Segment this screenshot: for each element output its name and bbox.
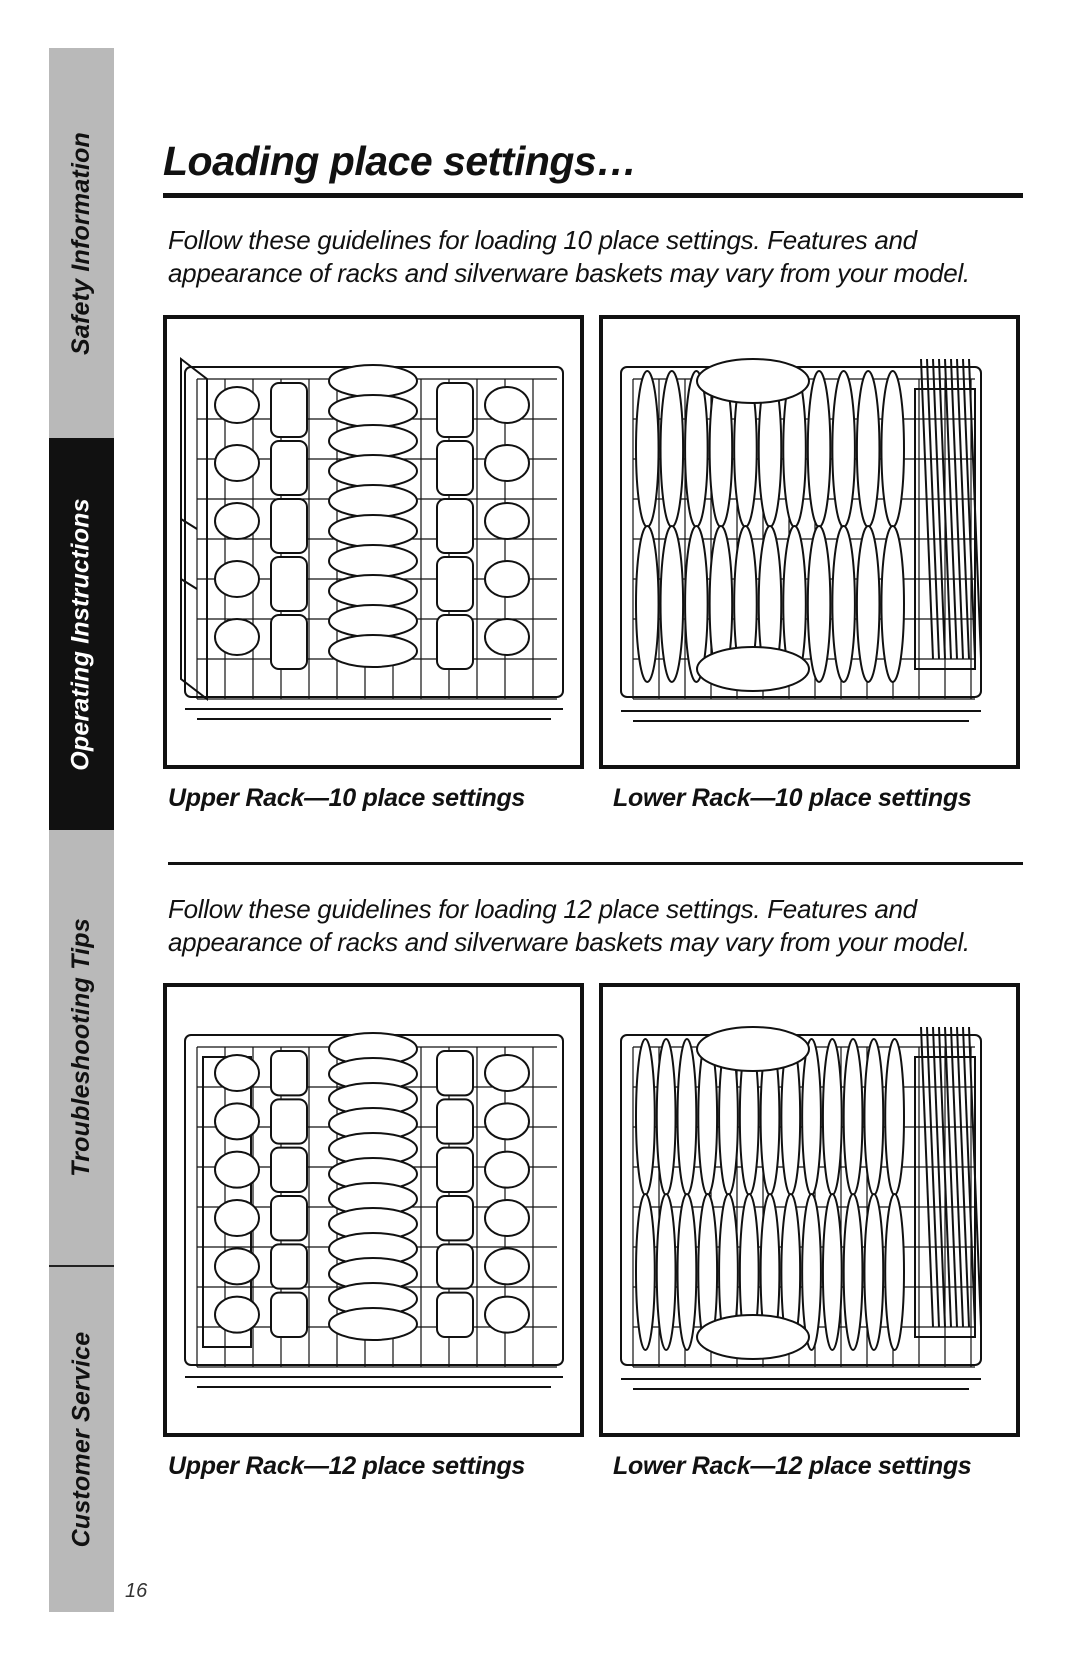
- glass-shape: [437, 1196, 473, 1240]
- cup-shape: [215, 1103, 259, 1139]
- glass-shape: [437, 557, 473, 611]
- plate-shape: [881, 371, 904, 527]
- plate-shape: [808, 526, 831, 682]
- glass-shape: [271, 1051, 307, 1095]
- intro-line: Follow these guidelines for loading 12 place settings. Features and: [168, 894, 917, 924]
- glass-shape: [437, 1051, 473, 1095]
- lower-rack-10-illustration: [599, 315, 1020, 769]
- saucer-shape: [329, 365, 417, 397]
- utensil-shape: [945, 1027, 957, 1327]
- page-title: Loading place settings…: [163, 138, 637, 184]
- plate-shape: [678, 1194, 697, 1350]
- cup-shape: [485, 1248, 529, 1284]
- plate-shape: [885, 1194, 904, 1350]
- intro-line: Follow these guidelines for loading 10 place settings. Features and: [168, 225, 917, 255]
- intro-paragraph-12: [168, 893, 1028, 959]
- plate-shape: [802, 1194, 821, 1350]
- plate-shape: [844, 1039, 863, 1195]
- glass-shape: [437, 441, 473, 495]
- saucer-shape: [329, 485, 417, 517]
- bowl-shape: [697, 1315, 809, 1359]
- lower-rack-drawing: [603, 987, 1016, 1433]
- glass-shape: [437, 1244, 473, 1288]
- saucer-shape: [329, 395, 417, 427]
- cup-shape: [485, 503, 529, 539]
- side-tab-bar: [49, 48, 114, 1612]
- glass-shape: [437, 1099, 473, 1143]
- utensil-shape: [945, 359, 957, 659]
- plate-shape: [678, 1039, 697, 1195]
- plate-shape: [685, 371, 708, 527]
- plate-shape: [636, 1194, 655, 1350]
- bowl-shape: [697, 359, 809, 403]
- plate-shape: [864, 1194, 883, 1350]
- upper-rack-drawing: [167, 987, 580, 1433]
- utensil-shape: [933, 1027, 945, 1327]
- plate-shape: [864, 1039, 883, 1195]
- saucer-shape: [329, 515, 417, 547]
- utensil-shape: [927, 1027, 939, 1327]
- glass-shape: [271, 1244, 307, 1288]
- tab-troubleshooting-tips[interactable]: [49, 830, 114, 1265]
- plate-shape: [832, 371, 855, 527]
- plate-shape: [844, 1194, 863, 1350]
- lower-rack-10-caption: Lower Rack—10 place settings: [613, 784, 972, 812]
- bowl-shape: [697, 647, 809, 691]
- page-number: 16: [125, 1580, 148, 1602]
- glass-shape: [437, 1148, 473, 1192]
- upper-rack-drawing: [167, 319, 580, 765]
- plate-shape: [661, 371, 684, 527]
- cup-shape: [215, 561, 259, 597]
- utensil-shape: [921, 359, 933, 659]
- cup-shape: [485, 1055, 529, 1091]
- upper-rack-12-caption: Upper Rack—12 place settings: [168, 1452, 526, 1480]
- tab-label: Safety Information: [67, 131, 96, 355]
- glass-shape: [437, 383, 473, 437]
- glass-shape: [271, 557, 307, 611]
- cup-shape: [215, 503, 259, 539]
- tab-label: Customer Service: [67, 1331, 95, 1548]
- utensil-shape: [951, 1027, 963, 1327]
- saucer-shape: [329, 545, 417, 577]
- cup-shape: [485, 1152, 529, 1188]
- glass-shape: [271, 1196, 307, 1240]
- intro-line: appearance of racks and silverware baskets may vary from your model.: [168, 927, 970, 957]
- utensil-shape: [963, 359, 975, 659]
- glass-shape: [437, 615, 473, 669]
- cup-shape: [215, 387, 259, 423]
- intro-paragraph-10: [168, 224, 1028, 290]
- cup-shape: [485, 1200, 529, 1236]
- utensil-shape: [957, 359, 969, 659]
- cup-shape: [485, 619, 529, 655]
- saucer-shape: [329, 1308, 417, 1340]
- plate-shape: [857, 526, 880, 682]
- plate-shape: [636, 1039, 655, 1195]
- utensil-shape: [963, 1027, 975, 1327]
- plate-shape: [885, 1039, 904, 1195]
- utensil-shape: [957, 1027, 969, 1327]
- saucer-shape: [329, 605, 417, 637]
- plate-shape: [881, 526, 904, 682]
- plate-shape: [661, 526, 684, 682]
- utensil-shape: [933, 359, 945, 659]
- glass-shape: [271, 441, 307, 495]
- upper-rack-12-illustration: [163, 983, 584, 1437]
- intro-line: appearance of racks and silverware baskets may vary from your model.: [168, 258, 970, 288]
- glass-shape: [271, 615, 307, 669]
- glass-shape: [271, 1148, 307, 1192]
- cup-shape: [215, 619, 259, 655]
- glass-shape: [271, 1293, 307, 1337]
- plate-shape: [636, 371, 659, 527]
- cup-shape: [485, 1103, 529, 1139]
- lower-rack-drawing: [603, 319, 1016, 765]
- section-divider: [168, 862, 1023, 865]
- glass-shape: [437, 1293, 473, 1337]
- cup-shape: [485, 445, 529, 481]
- plate-shape: [636, 526, 659, 682]
- plate-shape: [832, 526, 855, 682]
- tab-label: Troubleshooting Tips: [67, 918, 96, 1177]
- utensil-shape: [951, 359, 963, 659]
- saucer-shape: [329, 575, 417, 607]
- glass-shape: [271, 499, 307, 553]
- cup-shape: [215, 1055, 259, 1091]
- plate-shape: [823, 1039, 842, 1195]
- glass-shape: [437, 499, 473, 553]
- lower-rack-12-illustration: [599, 983, 1020, 1437]
- saucer-shape: [329, 425, 417, 457]
- utensil-shape: [927, 359, 939, 659]
- cup-shape: [215, 445, 259, 481]
- cup-shape: [215, 1297, 259, 1333]
- plate-shape: [657, 1194, 676, 1350]
- tab-label: Operating Instructions: [67, 497, 96, 771]
- cup-shape: [485, 1297, 529, 1333]
- title-rule: [163, 193, 1023, 198]
- plate-shape: [802, 1039, 821, 1195]
- cup-shape: [485, 387, 529, 423]
- bowl-shape: [697, 1027, 809, 1071]
- saucer-shape: [329, 635, 417, 667]
- upper-rack-10-caption: Upper Rack—10 place settings: [168, 784, 526, 812]
- plate-shape: [808, 371, 831, 527]
- cup-shape: [215, 1248, 259, 1284]
- cup-shape: [215, 1200, 259, 1236]
- glass-shape: [271, 383, 307, 437]
- upper-rack-10-illustration: [163, 315, 584, 769]
- lower-rack-12-caption: Lower Rack—12 place settings: [613, 1452, 972, 1480]
- plate-shape: [857, 371, 880, 527]
- utensil-shape: [921, 1027, 933, 1327]
- tab-customer-service[interactable]: [49, 1267, 114, 1612]
- tab-safety-information[interactable]: [49, 48, 114, 438]
- glass-shape: [271, 1099, 307, 1143]
- plate-shape: [823, 1194, 842, 1350]
- plate-shape: [657, 1039, 676, 1195]
- tab-operating-instructions[interactable]: [49, 438, 114, 830]
- saucer-shape: [329, 455, 417, 487]
- cup-shape: [485, 561, 529, 597]
- cup-shape: [215, 1152, 259, 1188]
